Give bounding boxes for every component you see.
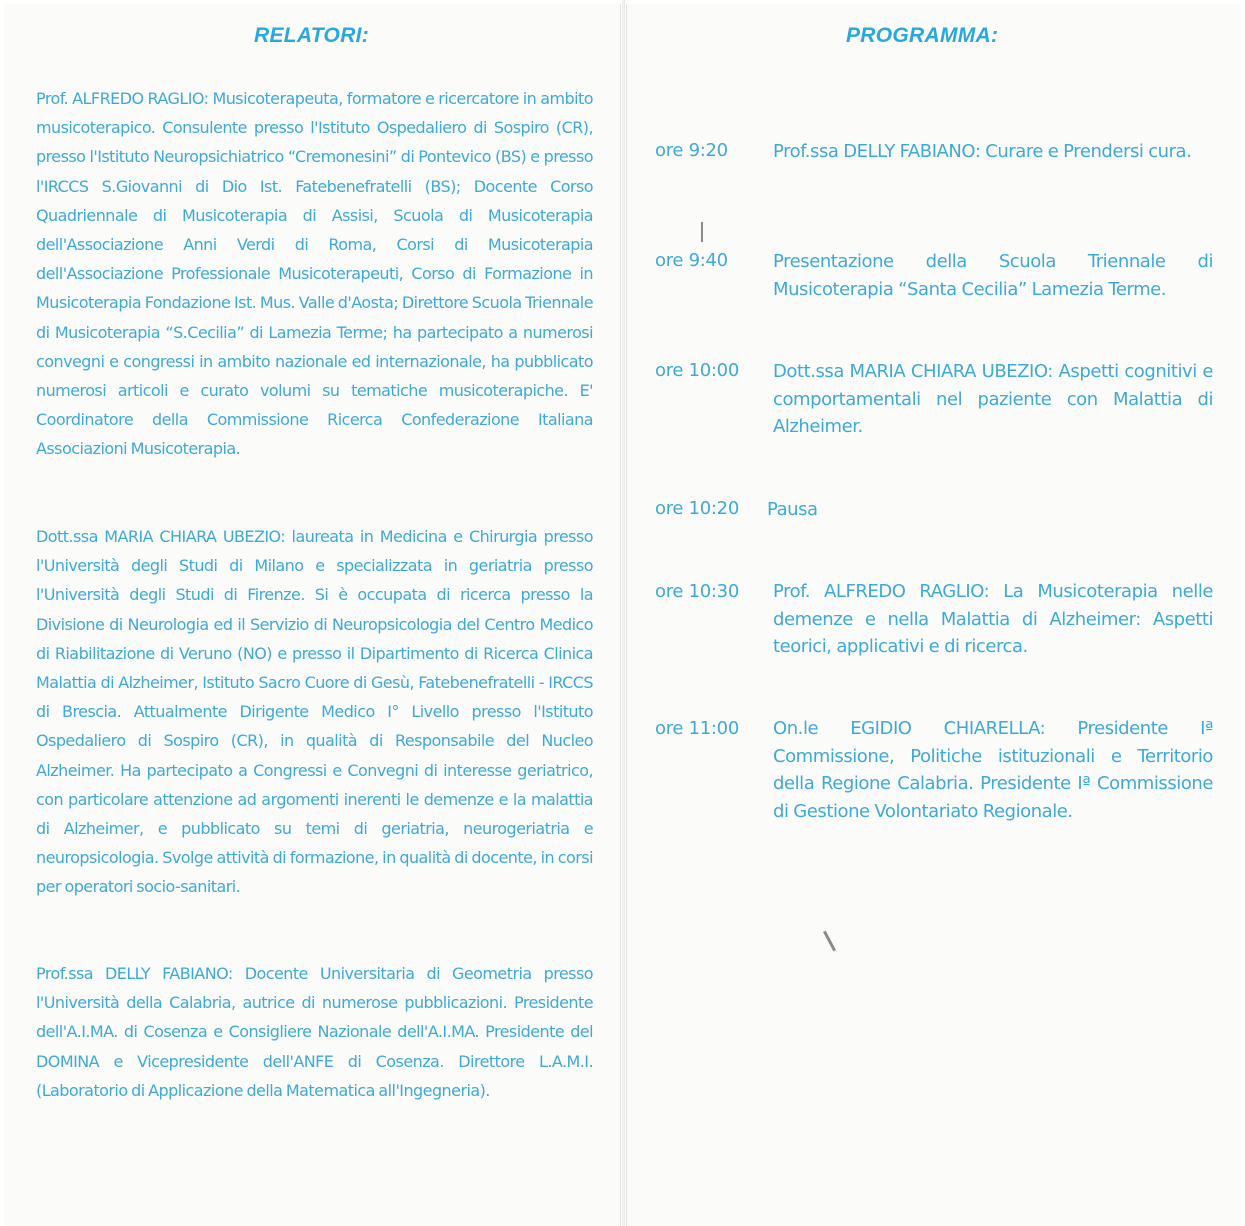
relatori-heading: RELATORI: <box>254 24 370 47</box>
program-time-5: ore 10:30 <box>655 581 739 602</box>
program-time-6: ore 11:00 <box>655 718 739 739</box>
page-fold <box>622 0 625 1226</box>
program-text-4: Pausa <box>767 499 818 520</box>
bio-raglio: Prof. ALFREDO RAGLIO: Musicoterapeuta, formatore e ricercatore in ambito musicoterapico. Consulente presso l'Istituto Ospedaliero di Sospiro (CR), presso l'Istituto Neuropsichiatrico “Cremonesini” di Pontevico (BS) e presso l'IRCCS S.Giovanni di Dio Ist. Fatebenefratelli (BS); Docente Corso Quadriennale di Musicoterapia di Assisi, Scuola di Musicoterapia dell'Associazione Anni Verdi di Roma, Corsi di Musicoterapia dell'Associazione Professionale Musicoterapeuti, Corso di Formazione in Musicoterapia Fondazione Ist. Mus. Valle d'Aosta; Direttore Scuola Triennale di Musicoterapia “S.Cecilia” di Lamezia Terme; ha partecipato a numerosi convegni e congressi in ambito nazionale ed internazionale, ha pubblicato numerosi articoli e curato volumi su tematiche musicoterapiche. E' Coordinatore della Commissione Ricerca Confederazione Italiana Associazioni Musicoterapia. <box>36 89 593 459</box>
program-time-2: ore 9:40 <box>655 250 728 271</box>
program-text-2: Presentazione della Scuola Triennale di Musicoterapia “Santa Cecilia” Lamezia Terme. <box>773 251 1213 300</box>
scan-mark <box>701 222 703 242</box>
program-text-1: Prof.ssa DELLY FABIANO: Curare e Prendersi cura. <box>773 141 1192 162</box>
program-time-3: ore 10:00 <box>655 360 739 381</box>
program-text-5: Prof. ALFREDO RAGLIO: La Musicoterapia nelle demenze e nella Malattia di Alzheimer: Aspetti teorici, applicativi e di ricerca. <box>773 581 1213 658</box>
programma-heading: PROGRAMMA: <box>846 24 999 47</box>
program-text-3: Dott.ssa MARIA CHIARA UBEZIO: Aspetti cognitivi e comportamentali nel paziente con Malattia di Alzheimer. <box>773 361 1213 438</box>
program-time-1: ore 9:20 <box>655 140 728 161</box>
bio-fabiano: Prof.ssa DELLY FABIANO: Docente Universitaria di Geometria presso l'Università della Calabria, autrice di numerose pubblicazioni. Presidente dell'A.I.MA. di Cosenza e Consigliere Nazionale dell'A.I.MA. Presidente del DOMINA e Vicepresidente dell'ANFE di Cosenza. Direttore L.A.M.I. (Laboratorio di Applicazione della Matematica all'Ingegneria). <box>36 964 593 1100</box>
program-text-6: On.le EGIDIO CHIARELLA: Presidente Iª Commissione, Politiche istituzionali e Territorio della Regione Calabria. Presidente Iª Commissione di Gestione Volontariato Regionale. <box>773 718 1213 822</box>
bio-ubezio: Dott.ssa MARIA CHIARA UBEZIO: laureata in Medicina e Chirurgia presso l'Università degli Studi di Milano e specializzata in geriatria presso l'Università degli Studi di Firenze. Si è occupata di ricerca presso la Divisione di Neurologia ed il Servizio di Neuropsicologia del Centro Medico di Riabilitazione di Veruno (NO) e presso il Dipartimento di Ricerca Clinica Malattia di Alzheimer, Istituto Sacro Cuore di Gesù, Fatebenefratelli - IRCCS di Brescia. Attualmente Dirigente Medico I° Livello presso l'Istituto Ospedaliero di Sospiro (CR), in qualità di Responsabile del Nucleo Alzheimer. Ha partecipato a Congressi e Convegni di interesse geriatrico, con particolare attenzione ad argomenti inerenti le demenze e la malattia di Alzheimer, e pubblicato su temi di geriatria, neurogeriatria e neuropsicologia. Svolge attività di formazione, in qualità di docente, in corsi per operatori socio-sanitari. <box>36 527 593 897</box>
program-time-4: ore 10:20 <box>655 498 739 519</box>
